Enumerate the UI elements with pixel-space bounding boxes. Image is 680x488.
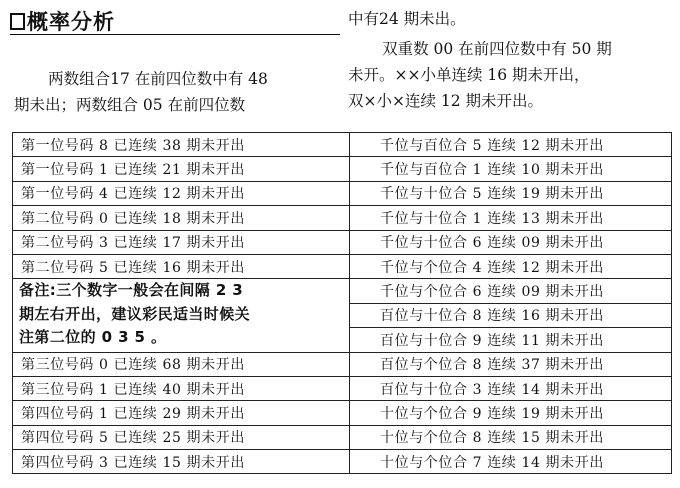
left-cell: 第二位号码 3 已连续 17 期未开出: [13, 230, 350, 254]
right-cell: 千位与十位合 1 连续 13 期未开出: [350, 206, 672, 230]
note-line: 注第二位的 0 3 5 。: [19, 328, 167, 347]
note-line: 备注:三个数字一般会在间隔 2 3: [19, 281, 244, 300]
left-cell: 第二位号码 5 已连续 16 期未开出: [13, 254, 350, 278]
left-cell: 第二位号码 0 已连续 18 期未开出: [13, 206, 350, 230]
left-cell: 第一位号码 1 已连续 21 期未开出: [13, 157, 350, 181]
right-cell: 百位与十位合 8 连续 16 期未开出: [350, 303, 672, 327]
paragraph-line: 中有24 期未出。: [348, 10, 466, 28]
table-row: [13, 352, 672, 376]
analysis-paragraph-right: [348, 36, 670, 114]
right-cell: 十位与个位合 7 连续 14 期未开出: [350, 450, 672, 474]
right-cell: 千位与百位合 1 连续 10 期未开出: [350, 157, 672, 181]
left-cell: 第一位号码 8 已连续 38 期未开出: [13, 133, 350, 157]
paragraph-line: 双×小×连续 12 期未开出。: [348, 92, 544, 110]
table-row: [13, 401, 672, 425]
right-cell: 百位与十位合 9 连续 11 期未开出: [350, 328, 672, 352]
table-row: [13, 230, 672, 254]
table-row: [13, 376, 672, 400]
right-cell: 千位与个位合 6 连续 09 期未开出: [350, 279, 672, 303]
table-row: [13, 206, 672, 230]
paragraph-line: 未开。××小单连续 16 期未开出，: [348, 66, 590, 84]
stats-table: [12, 132, 672, 474]
left-cell: 第四位号码 1 已连续 29 期未开出: [13, 401, 350, 425]
right-cell: 百位与十位合 3 连续 14 期未开出: [350, 376, 672, 400]
left-cell: 第一位号码 4 已连续 12 期未开出: [13, 181, 350, 205]
table-row: [13, 133, 672, 157]
table-row: [13, 157, 672, 181]
left-cell: 第四位号码 3 已连续 15 期未开出: [13, 450, 350, 474]
table-row: [13, 450, 672, 474]
right-cell: 千位与个位合 4 连续 12 期未开出: [350, 254, 672, 278]
section-title: [10, 6, 115, 36]
right-cell: 千位与百位合 5 连续 12 期未开出: [350, 133, 672, 157]
analysis-paragraph-left: [14, 66, 332, 118]
table-row: [13, 254, 672, 278]
table-row: [13, 279, 672, 303]
right-cell: 百位与个位合 8 连续 37 期未开出: [350, 352, 672, 376]
paragraph-line: 两数组合17 在前四位数中有 48: [48, 70, 268, 88]
right-cell: 千位与十位合 5 连续 19 期未开出: [350, 181, 672, 205]
title-underline: [10, 34, 340, 35]
note-line: 期左右开出，建议彩民适当时候关: [19, 304, 251, 323]
right-cell: 十位与个位合 8 连续 15 期未开出: [350, 425, 672, 449]
paragraph-line: 期未出；两数组合 05 在前四位数: [14, 96, 246, 114]
checkbox-square-icon: [10, 13, 25, 30]
note-cell: [13, 279, 350, 352]
left-cell: 第四位号码 5 已连续 25 期未开出: [13, 425, 350, 449]
left-cell: 第三位号码 1 已连续 40 期未开出: [13, 376, 350, 400]
right-cell: 千位与十位合 6 连续 09 期未开出: [350, 230, 672, 254]
section-title-text: 概率分析: [27, 10, 115, 34]
right-cell: 十位与个位合 9 连续 19 期未开出: [350, 401, 672, 425]
paragraph-line: 双重数 00 在前四位数中有 50 期: [382, 40, 612, 58]
table-row: [13, 425, 672, 449]
analysis-paragraph-right-continued: [348, 6, 668, 32]
left-cell: 第三位号码 0 已连续 68 期未开出: [13, 352, 350, 376]
table-row: [13, 181, 672, 205]
